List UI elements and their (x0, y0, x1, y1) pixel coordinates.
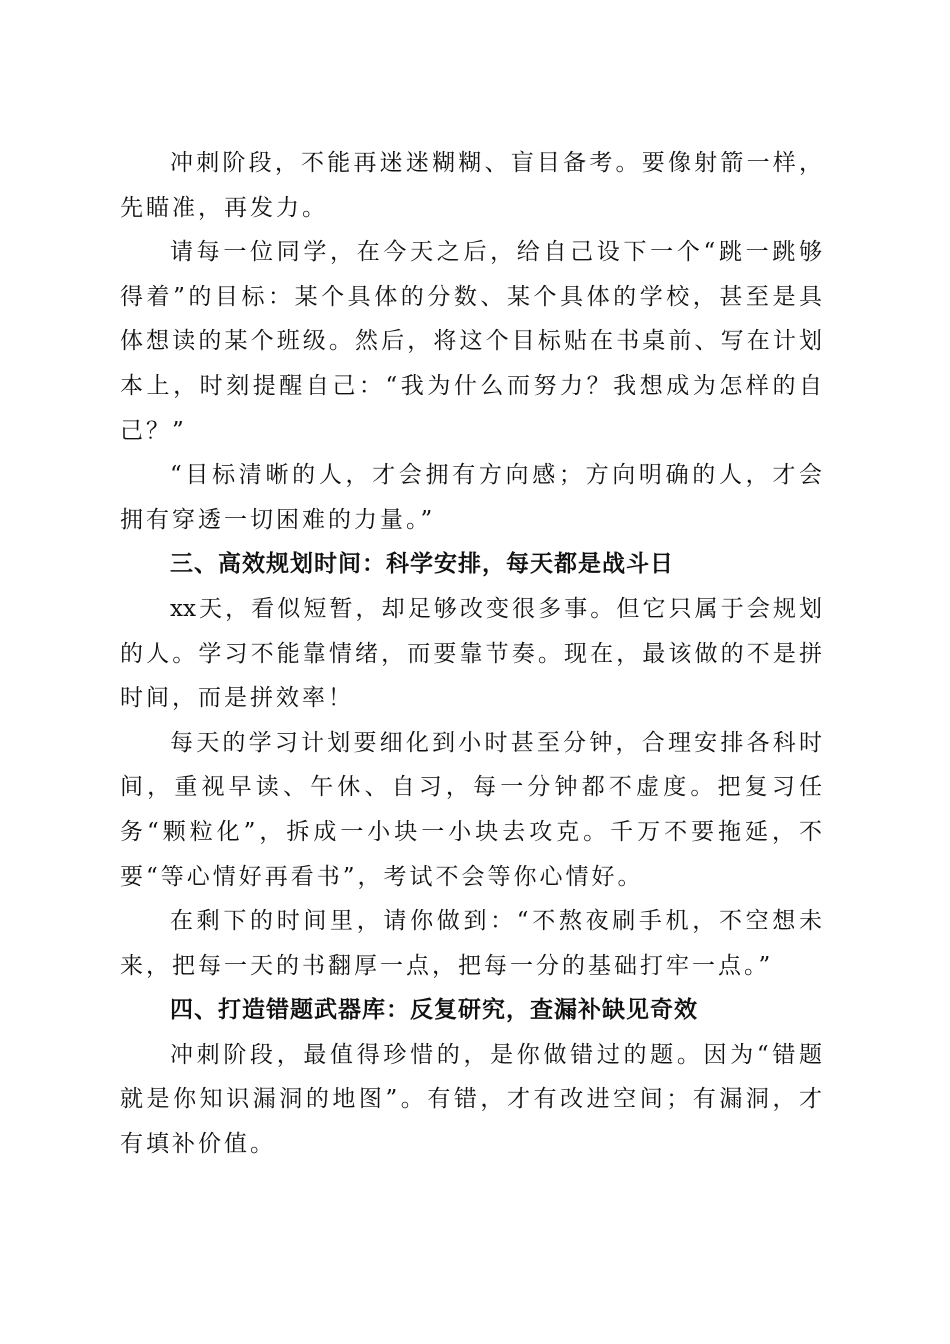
text-line: “目标清晰的人，才会拥有方向感；方向明确的人，才会 (170, 462, 822, 489)
text-line: 时间，而是拼效率！ (120, 685, 354, 712)
document-page (120, 141, 822, 1167)
paragraph (120, 141, 822, 230)
paragraph (120, 453, 822, 542)
text-line: xx天，看似短暂，却足够改变很多事。但它只属于会规划 (170, 595, 822, 622)
text-line: 己？” (120, 417, 187, 444)
text-line: 四、打造错题武器库：反复研究，查漏补缺见奇效 (170, 997, 698, 1024)
text-line: 务“颗粒化”，拆成一小块一小块去攻克。千万不要拖延，不 (120, 818, 822, 845)
text-line: 请每一位同学，在今天之后，给自己设下一个“跳一跳够 (170, 239, 822, 266)
text-line: 本上，时刻提醒自己：“我为什么而努力？我想成为怎样的自 (120, 372, 822, 399)
text-line: 来，把每一天的书翻厚一点，把每一分的基础打牢一点。” (120, 952, 774, 979)
paragraph (120, 899, 822, 988)
section-heading (120, 988, 822, 1033)
text-line: 冲刺阶段，不能再迷迷糊糊、盲目备考。要像射箭一样， (170, 150, 822, 176)
text-line: 先瞄准，再发力。 (120, 194, 328, 221)
text-line: 每天的学习计划要细化到小时甚至分钟，合理安排各科时 (170, 729, 822, 756)
text-line: 间，重视早读、午休、自习，每一分钟都不虚度。把复习任 (120, 774, 822, 801)
text-line: 有填补价值。 (120, 1131, 276, 1158)
text-line: 三、高效规划时间：科学安排，每天都是战斗日 (170, 551, 674, 578)
text-line: 的人。学习不能靠情绪，而要靠节奏。现在，最该做的不是拼 (120, 640, 822, 667)
section-heading (120, 542, 822, 587)
text-line: 在剩下的时间里，请你做到：“不熬夜刷手机，不空想未 (170, 908, 822, 935)
paragraph (120, 587, 822, 721)
text-line: 就是你知识漏洞的地图”。有错，才有改进空间；有漏洞，才 (120, 1086, 822, 1113)
text-line: 体想读的某个班级。然后，将这个目标贴在书桌前、写在计划 (120, 328, 822, 355)
paragraph (120, 1033, 822, 1167)
text-line: 冲刺阶段，最值得珍惜的，是你做错过的题。因为“错题 (170, 1041, 822, 1068)
text-line: 得着”的目标：某个具体的分数、某个具体的学校，甚至是具 (120, 283, 822, 310)
text-line: 要“等心情好再看书”，考试不会等你心情好。 (120, 863, 644, 890)
text-line: 拥有穿透一切困难的力量。” (120, 506, 436, 533)
paragraph (120, 230, 822, 453)
paragraph (120, 721, 822, 899)
